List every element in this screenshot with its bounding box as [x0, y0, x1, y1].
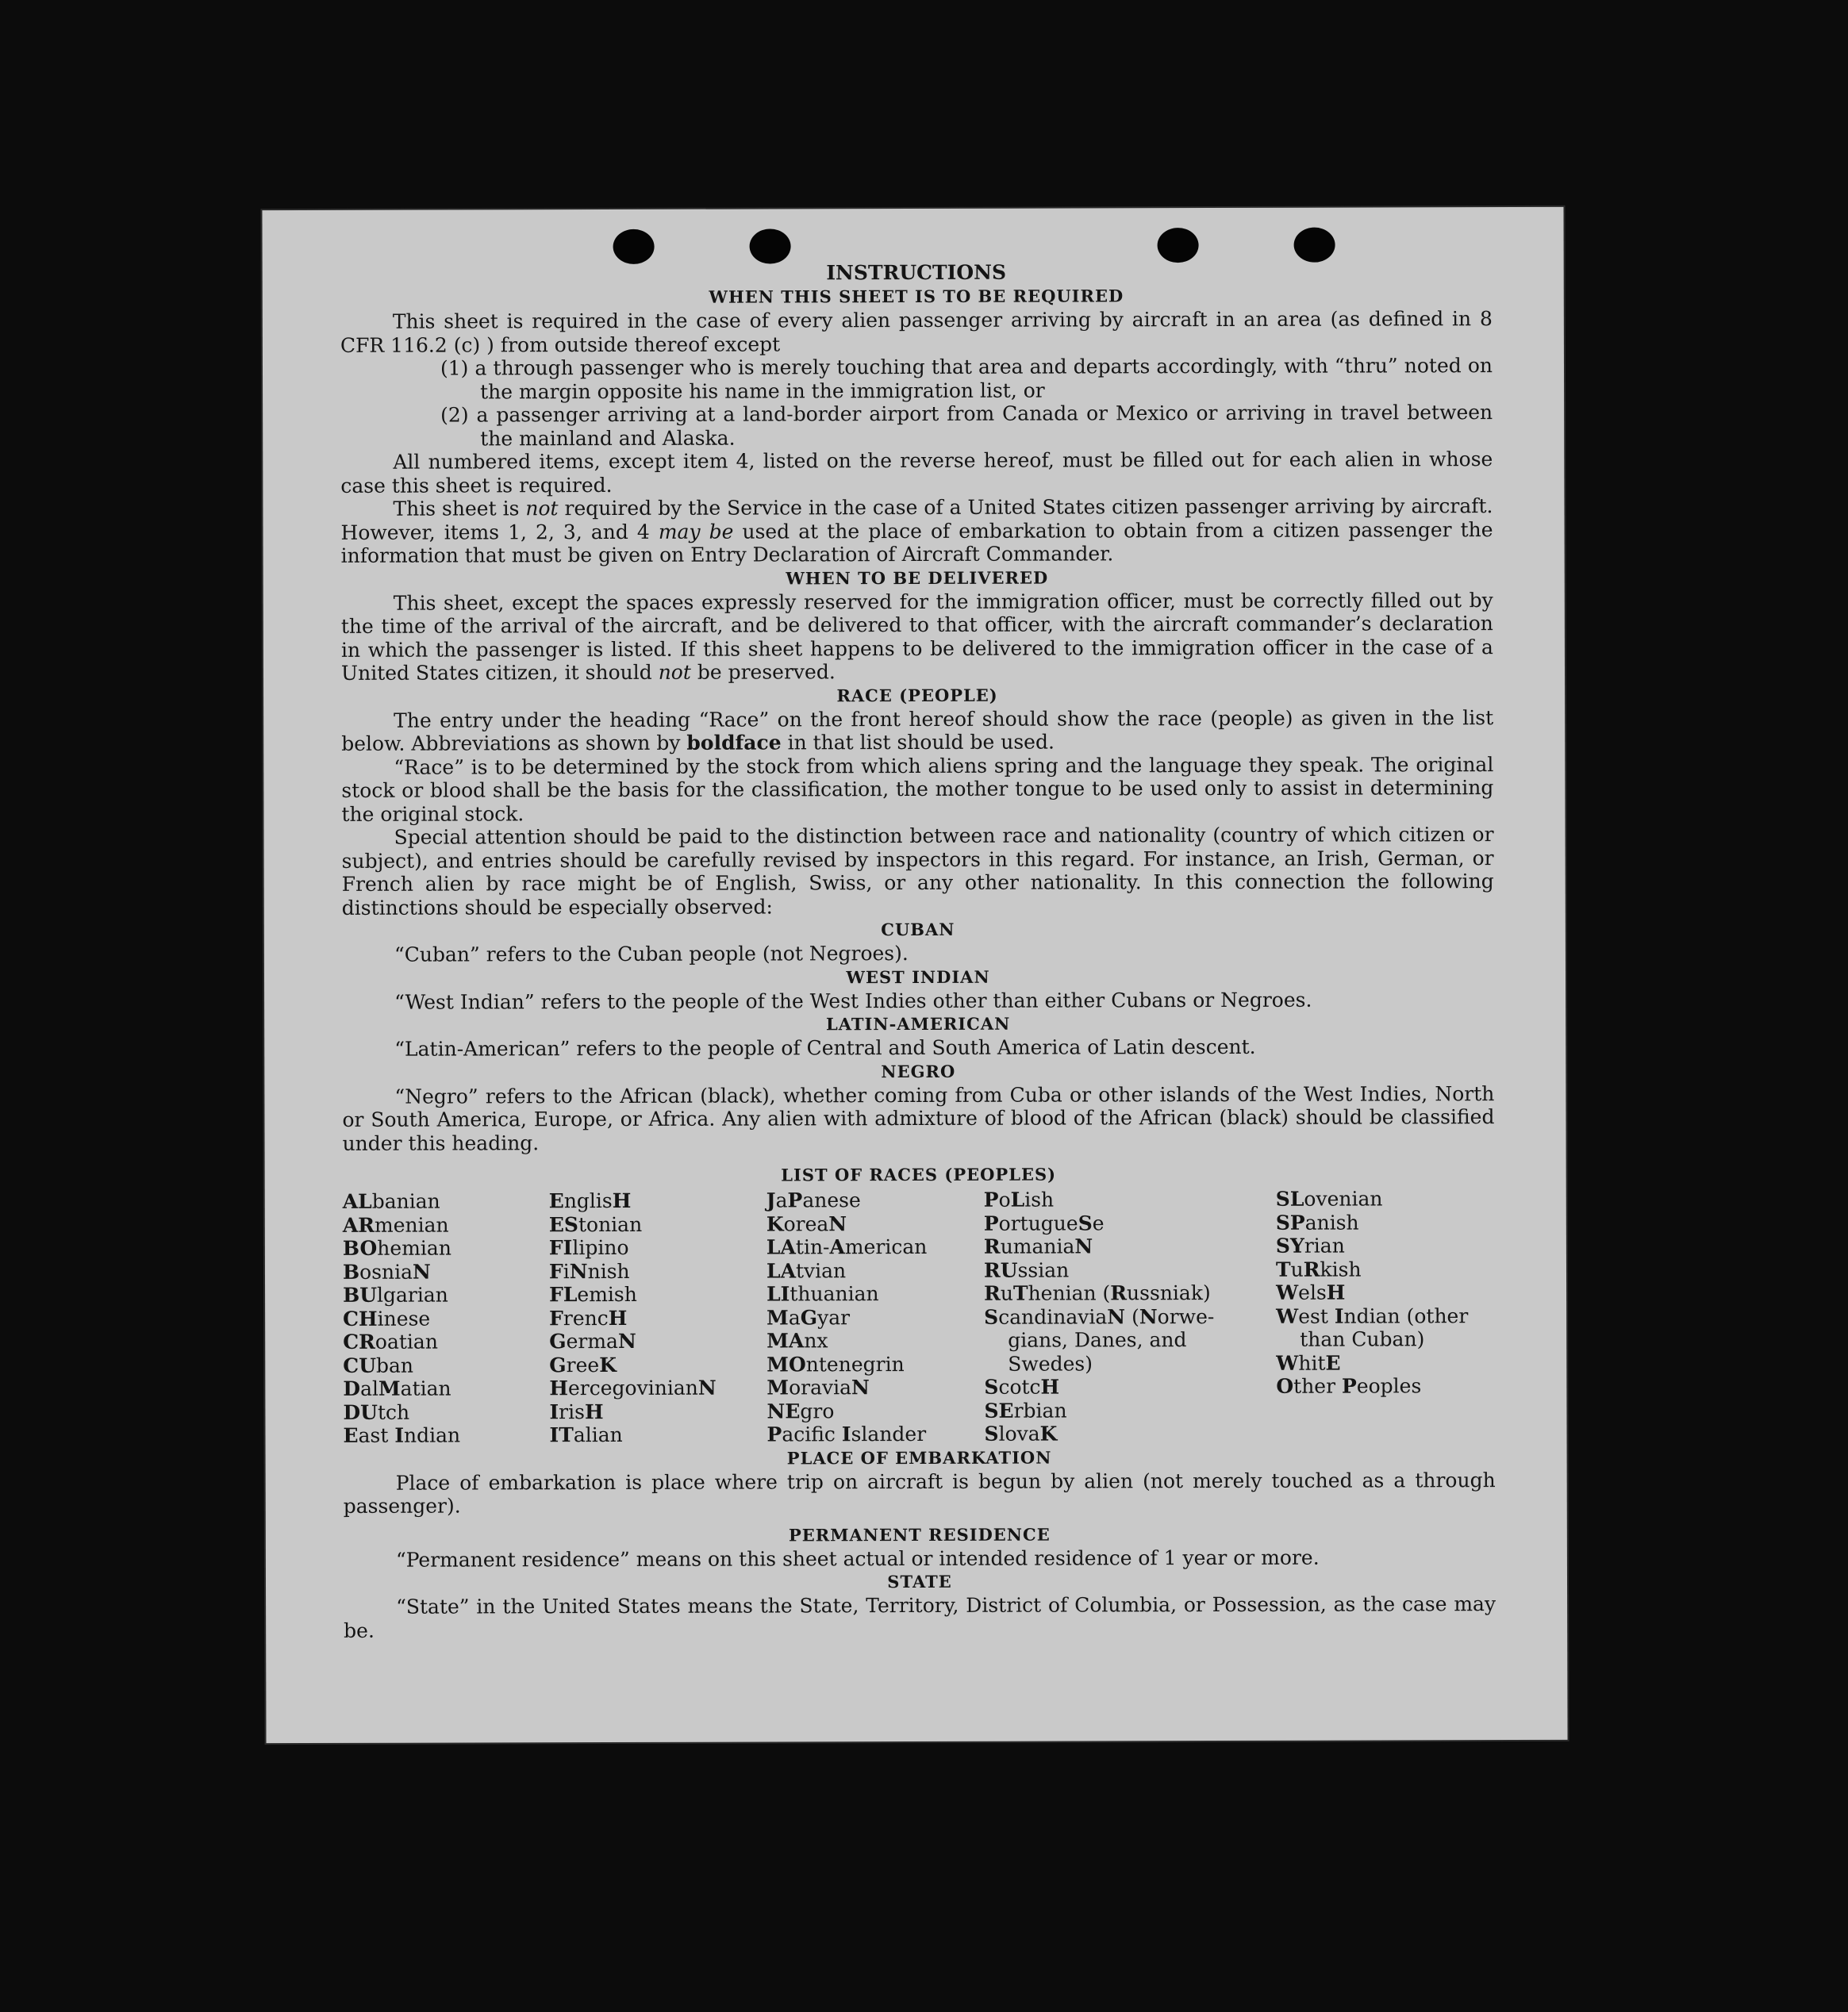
italic-text: may be	[658, 520, 734, 543]
race-entry: MoraviaN	[766, 1376, 870, 1400]
italic-text: not	[658, 660, 691, 684]
races-column-3	[766, 1188, 985, 1446]
race-entry: ScotcH	[984, 1375, 1060, 1399]
race-entry: GreeK	[549, 1353, 617, 1377]
section-heading-list-of-races: LIST OF RACES (PEOPLES)	[781, 1164, 1057, 1185]
section-heading-when-required: WHEN THIS SHEET IS TO BE REQUIRED	[709, 286, 1124, 307]
race-entry: SYrian	[1275, 1234, 1345, 1258]
section-heading-race: RACE (PEOPLE)	[836, 685, 998, 705]
section-heading-negro: NEGRO	[881, 1061, 956, 1081]
exception-item-1: (1) a through passenger who is merely touching that area and departs accordingly, with “thru” noted on the margin opposite his name in the immigration list, or	[440, 354, 1493, 403]
race-entry: CHinese	[343, 1307, 431, 1330]
text-run: used at the place of embarkation to obtain from a citizen passenger the information that must be given on Entry Declaration of Aircraft Commander.	[340, 517, 1493, 567]
race-entry: DUtch	[343, 1400, 410, 1424]
section-heading-when-delivered: WHEN TO BE DELIVERED	[786, 567, 1049, 588]
races-column-2	[549, 1188, 767, 1446]
section-heading-embarkation: PLACE OF EMBARKATION	[786, 1447, 1052, 1468]
race-entry: FIlipino	[548, 1235, 629, 1260]
race-entry: RUssian	[983, 1258, 1070, 1282]
text-run: be preserved.	[690, 660, 836, 684]
race-entry: TuRkish	[1275, 1258, 1362, 1281]
race-entry: SErbian	[984, 1399, 1067, 1423]
paragraph: “Race” is to be determined by the stock from which aliens spring and the language they speak. The original stock or blood shall be the basis for the classification, the mother tongue to be used only to assist in determining the original stock.	[341, 752, 1494, 826]
race-entry: Other Peoples	[1276, 1374, 1422, 1398]
text-run: in that list should be used.	[781, 730, 1055, 754]
races-column-4	[984, 1188, 1277, 1446]
race-entry: IrisH	[549, 1400, 604, 1423]
race-entry: FrencH	[549, 1306, 628, 1330]
race-entry: Pacific Islander	[766, 1422, 927, 1446]
race-entry: HercegovinianN	[549, 1376, 717, 1400]
definition-state: “State” in the United States means the State, Territory, District of Columbia, or Possession, as the case may be.	[344, 1592, 1496, 1642]
race-entry: FiNnish	[548, 1259, 630, 1283]
race-entry-continued: Swedes)	[1008, 1351, 1093, 1376]
section-heading-state: STATE	[887, 1571, 952, 1592]
paragraph: This sheet is required in the case of every alien passenger arriving by aircraft in an area (as defined in 8 CFR 116.2 (c) ) from outside thereof except	[340, 307, 1493, 357]
race-entry: MaGyar	[766, 1305, 851, 1329]
punch-hole	[1294, 228, 1335, 263]
italic-text: not	[525, 497, 559, 520]
paragraph: Special attention should be paid to the distinction between race and nationality (country of which citizen or subject), and entries should be carefully revised by inspectors in this regard. For instance, an Irish, German, or French alien by race might be of English, Swiss, or any other nationality. In this connection the following distinctions should be especially observed:	[341, 823, 1494, 920]
definition-negro: “Negro” refers to the African (black), whether coming from Cuba or other islands of the West Indies, North or South America, Europe, or Africa. Any alien with admixture of blood of the African (black) should be classified under this heading.	[342, 1081, 1495, 1155]
definition-west-indian: “West Indian” refers to the people of the West Indies other than either Cubans or Negroes.	[394, 988, 1312, 1014]
punch-hole	[750, 228, 791, 263]
section-heading-latin-american: LATIN-AMERICAN	[825, 1013, 1011, 1035]
text-run: This sheet, except the spaces expressly reserved for the immigration officer, must be correctly filled out by the time of the arrival of the aircraft, and be delivered to that officer, with the aircraft commander’s declaration in which the passenger is listed. If this sheet happens to be delivered to the immigration officer in the case of a United States citizen, it should	[340, 588, 1493, 685]
race-entry: JaPanese	[766, 1188, 861, 1212]
race-entry: BUlgarian	[343, 1283, 448, 1307]
section-heading-cuban: CUBAN	[881, 919, 955, 940]
races-column-5	[1276, 1187, 1496, 1445]
race-entry: BOhemian	[342, 1236, 451, 1260]
race-entry: SlovaK	[984, 1422, 1058, 1446]
punch-hole	[1158, 228, 1199, 263]
race-entry: PoLish	[983, 1188, 1055, 1211]
race-entry: KoreaN	[766, 1211, 847, 1235]
section-heading-west-indian: WEST INDIAN	[846, 966, 990, 987]
definition-latin-american: “Latin-American” refers to the people of Central and South America of Latin descent.	[394, 1035, 1256, 1061]
race-entry: LAtin-American	[766, 1234, 928, 1259]
race-entry: MOntenegrin	[766, 1352, 905, 1376]
race-entry: PortugueSe	[983, 1211, 1105, 1235]
race-entry: ITalian	[549, 1423, 623, 1447]
page-title: INSTRUCTIONS	[826, 260, 1007, 285]
section-heading-residence: PERMANENT RESIDENCE	[788, 1524, 1051, 1545]
race-entry: NEgro	[766, 1399, 835, 1423]
race-entry: RumaniaN	[983, 1234, 1093, 1258]
exception-item-2: (2) a passenger arriving at a land-border airport from Canada or Mexico or arriving in travel between the mainland and Alaska.	[440, 401, 1493, 450]
race-entry: LIthuanian	[766, 1282, 879, 1306]
race-entry: West Indian (other	[1276, 1304, 1469, 1328]
race-entry: ScandinaviaN (Norwe-	[984, 1304, 1215, 1329]
race-entry: WhitE	[1276, 1351, 1341, 1375]
paragraph	[340, 494, 1493, 567]
race-entry: SLovenian	[1275, 1187, 1383, 1211]
text-run: This sheet is	[393, 497, 526, 520]
instructions-body	[340, 259, 1496, 1642]
text-run: required by the Service in the case of a United States citizen passenger arriving by aircraft. However, items 1, 2, 3, and 4	[340, 494, 1493, 544]
race-entry: WelsH	[1276, 1281, 1346, 1304]
race-entry: East Indian	[343, 1423, 461, 1447]
race-entry: SPanish	[1275, 1211, 1359, 1234]
race-entry: ARmenian	[342, 1213, 449, 1237]
race-entry: DalMatian	[343, 1377, 451, 1400]
paragraph	[341, 706, 1493, 756]
bold-text: boldface	[686, 731, 782, 754]
race-entry-continued: gians, Danes, and	[1008, 1328, 1187, 1352]
race-entry: GermaN	[549, 1329, 636, 1353]
definition-cuban: “Cuban” refers to the Cuban people (not Negroes).	[394, 942, 909, 966]
race-entry: CRoatian	[343, 1330, 438, 1353]
paragraph: All numbered items, except item 4, listed on the reverse hereof, must be filled out for each alien in whose case this sheet is required.	[340, 447, 1493, 497]
races-column-1	[343, 1189, 550, 1447]
race-entry: MAnx	[766, 1329, 828, 1353]
race-entry: RuThenian (Russniak)	[984, 1281, 1211, 1305]
race-entry: EnglisH	[548, 1188, 632, 1213]
race-entry: CUban	[343, 1353, 414, 1377]
race-entry: BosniaN	[342, 1260, 431, 1284]
paragraph	[341, 589, 1493, 685]
race-entry: EStonian	[548, 1212, 643, 1236]
punch-hole	[613, 229, 655, 264]
race-entry: ALbanian	[342, 1189, 440, 1213]
race-entry: FLemish	[549, 1282, 637, 1307]
race-entry: LAtvian	[766, 1258, 847, 1282]
document-sheet	[262, 207, 1567, 1743]
definition-embarkation: Place of embarkation is place where trip on aircraft is begun by alien (not merely touched as a through passenger).	[343, 1468, 1496, 1518]
race-entry-continued: than Cuban)	[1300, 1327, 1425, 1351]
races-list	[343, 1187, 1496, 1447]
text-run: The entry under the heading “Race” on the front hereof should show the race (people) as given in the list below. Abbreviations as shown by	[341, 705, 1494, 755]
definition-residence: “Permanent residence” means on this sheet actual or intended residence of 1 year or more.	[395, 1545, 1320, 1572]
